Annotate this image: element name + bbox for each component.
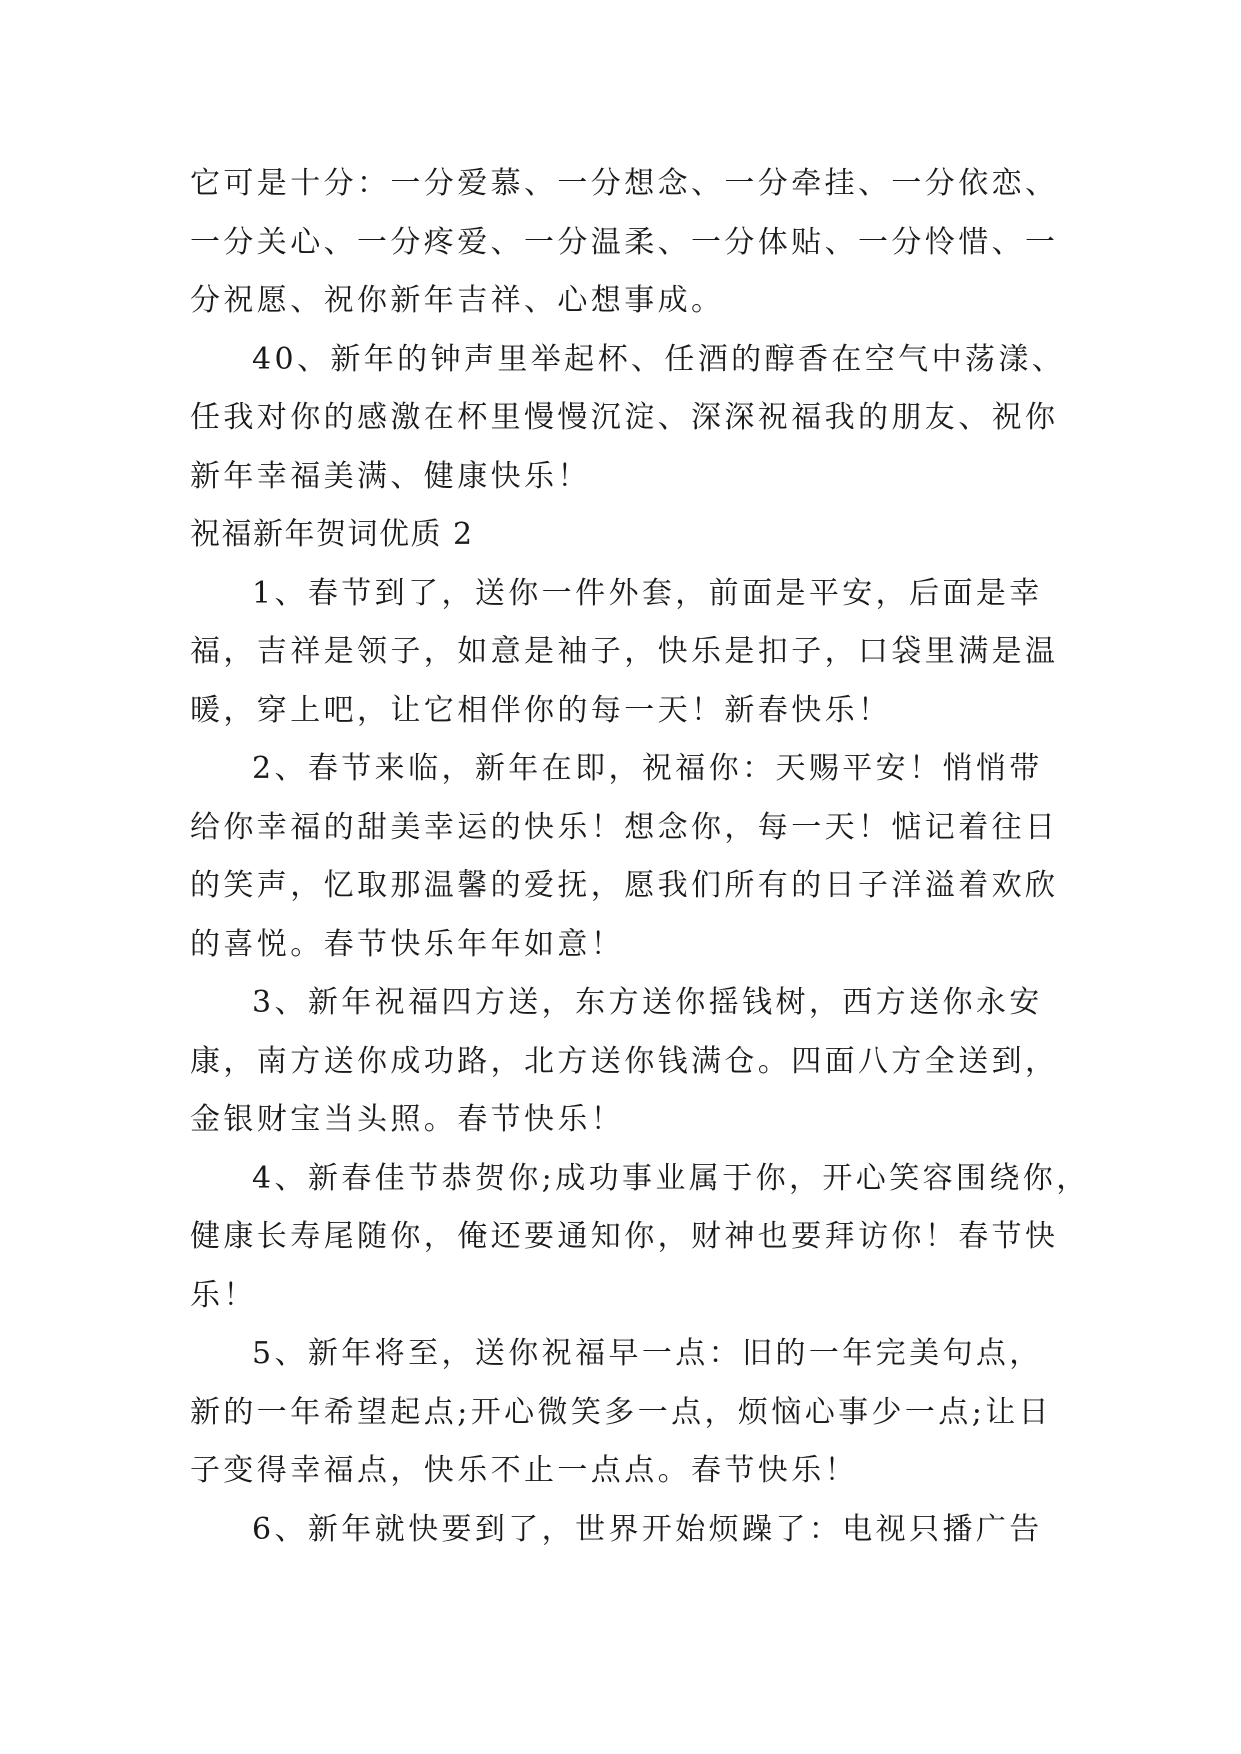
text-line: 乐！ [190, 1277, 257, 1313]
text-line: 金银财宝当头照。春节快乐！ [190, 1102, 625, 1137]
text-line: 4、新春佳节恭贺你;成功事业属于你，开心笑容围绕你， [252, 1160, 1090, 1196]
text-line: 40、新年的钟声里举起杯、任酒的醇香在空气中荡漾、 [252, 341, 1066, 377]
text-line: 康，南方送你成功路，北方送你钱满仓。四面八方全送到， [190, 1043, 1059, 1079]
text-line: 的喜悦。春节快乐年年如意！ [190, 926, 625, 962]
text-line: 暖，穿上吧，让它相伴你的每一天！新春快乐！ [190, 692, 892, 728]
text-line: 一分关心、一分疼爱、一分温柔、一分体贴、一分怜惜、一 [190, 224, 1059, 260]
text-line: 2、春节来临，新年在即，祝福你：天赐平安！悄悄带 [252, 751, 1043, 786]
text-line: 任我对你的感激在杯里慢慢沉淀、深深祝福我的朋友、祝你 [190, 400, 1059, 435]
section-heading: 祝福新年贺词优质 2 [190, 517, 474, 552]
document-body [190, 155, 1090, 1559]
text-line: 的笑声，忆取那温馨的爱抚，愿我们所有的日子洋溢着欢欣 [190, 868, 1059, 903]
text-line: 3、新年祝福四方送，东方送你摇钱树，西方送你永安 [252, 985, 1043, 1020]
text-line: 给你幸福的甜美幸运的快乐！想念你，每一天！惦记着往日 [190, 809, 1059, 845]
text-line: 它可是十分：一分爱慕、一分想念、一分牵挂、一分依恋、 [190, 166, 1059, 201]
text-line: 分祝愿、祝你新年吉祥、心想事成。 [190, 283, 725, 318]
text-line: 5、新年将至，送你祝福早一点：旧的一年完美句点， [252, 1336, 1043, 1371]
text-line: 福，吉祥是领子，如意是袖子，快乐是扣子，口袋里满是温 [190, 634, 1059, 669]
text-line: 6、新年就快要到了，世界开始烦躁了：电视只播广告 [252, 1511, 1043, 1547]
text-line: 新的一年希望起点;开心微笑多一点，烦恼心事少一点;让日 [190, 1394, 1053, 1430]
text-line: 1、春节到了，送你一件外套，前面是平安，后面是幸 [252, 575, 1043, 611]
text-line: 新年幸福美满、健康快乐！ [190, 458, 591, 494]
text-line: 子变得幸福点，快乐不止一点点。春节快乐！ [190, 1453, 858, 1488]
text-line: 健康长寿尾随你，俺还要通知你，财神也要拜访你！春节快 [190, 1219, 1059, 1254]
